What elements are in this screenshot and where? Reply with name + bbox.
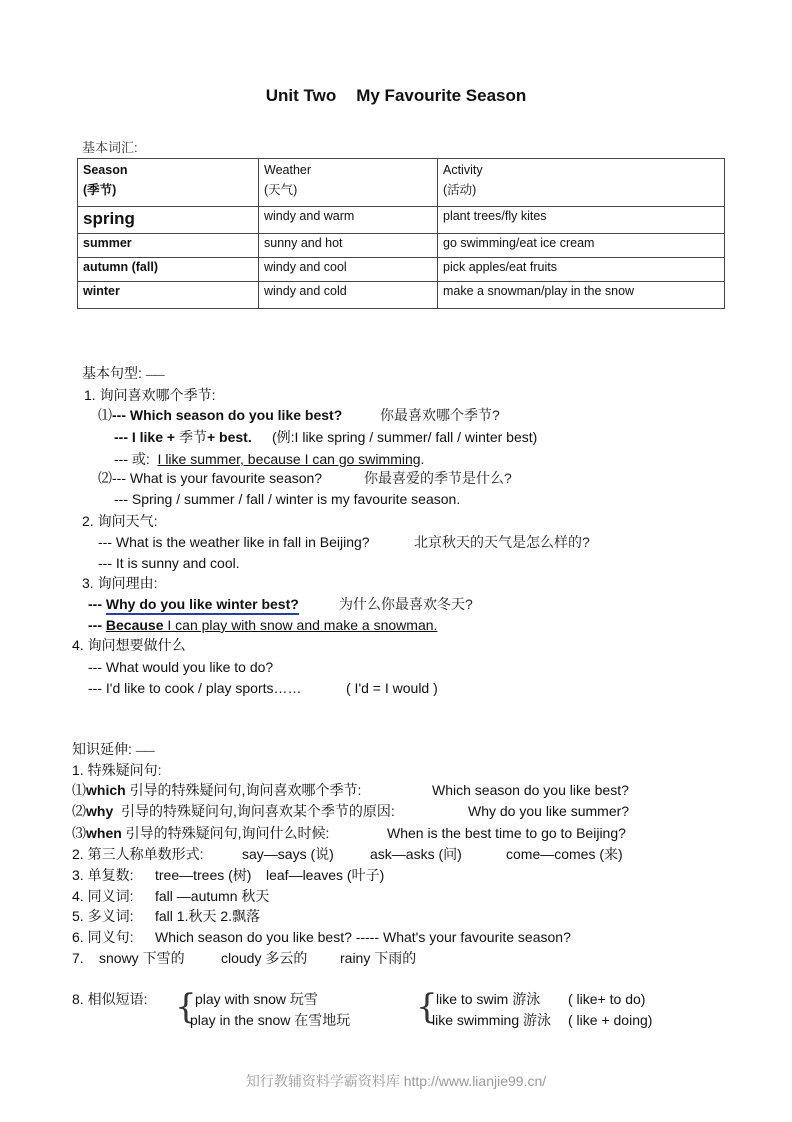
ext-6-a: Which season do you like best? ----- What's your favourite season? [155,929,571,945]
s2-answer: --- It is sunny and cool. [98,555,240,571]
table-row [78,207,725,234]
footer-watermark: 知行教辅资料学霸资料库 http://www.lianjie99.cn/ [245,1073,547,1089]
s2-question-cn: 北京秋天的天气是怎么样的? [414,534,590,550]
dash-mark: —— [145,370,164,381]
s1-b-answer: --- Spring / summer / fall / winter is my favourite season. [114,491,461,507]
s3-heading: 3. 询问理由: [82,575,158,591]
s3-question-cn: 为什么你最喜欢冬天? [339,596,473,612]
ext-7-label: 7. [72,950,84,966]
ext-8-phrase-1: play with snow 玩雪 [195,991,318,1007]
cell-season: summer [78,234,259,258]
cell-weather: windy and warm [259,207,438,234]
ext-1-a-en: Which season do you like best? [432,782,629,798]
ext-7-c: rainy 下雨的 [340,950,417,966]
ext-8-phrase-3-note: ( like+ to do) [568,991,646,1007]
cell-weather: sunny and hot [259,234,438,258]
ext-5-label: 5. 多义词: [72,908,134,924]
s3-answer: --- Because I can play with snow and make a snowman. [88,617,438,633]
cell-season: winter [78,282,259,309]
sentences-label: 基本句型: —— [82,365,164,381]
s4-answer-note: ( I'd = I would ) [346,680,438,696]
ext-8-phrase-2: play in the snow 在雪地玩 [190,1012,351,1028]
s2-heading: 2. 询问天气: [82,513,158,529]
ext-2-label: 2. 第三人称单数形式: [72,846,204,862]
ext-1-a: ⑴which 引导的特殊疑问句,询问喜欢哪个季节: [72,782,362,798]
title-name: My Favourite Season [356,86,527,105]
cell-weather: windy and cold [259,282,438,309]
vocab-label: 基本词汇: [82,140,138,155]
s4-answer: --- I'd like to cook / play sports…… [88,680,302,696]
ext-6-label: 6. 同义句: [72,929,134,945]
ext-3-a: tree—trees (树) [155,867,252,883]
cell-season: spring [78,207,259,234]
vocab-table [77,158,725,309]
ext-8-phrase-4-note: ( like + doing) [568,1012,653,1028]
cell-activity: go swimming/eat ice cream [438,234,725,258]
s1-a-example: (例:I like spring / summer/ fall / winter best) [272,429,538,445]
s1-a-question: ⑴--- Which season do you like best? [98,407,343,423]
s4-heading: 4. 询问想要做什么 [72,637,186,653]
ext-2-a: say—says (说) [242,846,334,862]
s3-question: --- Why do you like winter best? [88,595,299,613]
cell-activity: pick apples/eat fruits [438,258,725,282]
s2-question: --- What is the weather like in fall in Beijing? [98,534,370,550]
ext-8-phrase-4: like swimming 游泳 [432,1012,552,1028]
ext-1-c-en: When is the best time to go to Beijing? [387,825,626,841]
s1-b-question-cn: 你最喜爱的季节是什么? [364,470,512,486]
dash-mark: —— [135,746,154,757]
ext-4-a: fall —autumn 秋天 [155,888,270,904]
ext-1-b: ⑵why 引导的特殊疑问句,询问喜欢某个季节的原因: [72,803,395,819]
ext-2-c: come—comes (来) [506,846,623,862]
table-header-row [78,159,725,207]
ext-1-heading: 1. 特殊疑问句: [72,762,162,778]
header-season: Season (季节) [78,159,259,207]
ext-1-c: ⑶when 引导的特殊疑问句,询问什么时候: [72,825,330,841]
s1-a-question-cn: 你最喜欢哪个季节? [380,407,500,423]
s1-heading: 1. 询问喜欢哪个季节: [84,387,216,403]
header-activity: Activity (活动) [438,159,725,207]
left-brace-icon: { [416,987,438,1027]
cell-activity: make a snowman/play in the snow [438,282,725,309]
ext-1-b-en: Why do you like summer? [468,803,630,819]
ext-8-label: 8. 相似短语: [72,991,148,1007]
ext-7-a: snowy 下雪的 [99,950,185,966]
table-row [78,234,725,258]
header-weather: Weather (天气) [259,159,438,207]
ext-4-label: 4. 同义词: [72,888,134,904]
table-row [78,282,725,309]
s1-b-question: ⑵--- What is your favourite season? [98,470,323,486]
ext-2-b: ask—asks (问) [370,846,462,862]
ext-8-phrase-3: like to swim 游泳 [436,991,541,1007]
cell-weather: windy and cool [259,258,438,282]
cell-season: autumn (fall) [78,258,259,282]
cell-activity: plant trees/fly kites [438,207,725,234]
s4-question: --- What would you like to do? [88,659,274,675]
title-unit: Unit Two [265,86,337,105]
page-title [0,86,792,106]
ext-7-b: cloudy 多云的 [221,950,308,966]
left-brace-icon: { [175,987,197,1027]
s1-a-or: --- 或: I like summer, because I can go swimming. [114,451,425,467]
ext-3-b: leaf—leaves (叶子) [266,867,385,883]
extension-label: 知识延伸: —— [72,741,154,757]
table-row [78,258,725,282]
ext-3-label: 3. 单复数: [72,867,134,883]
s1-a-answer: --- I like + 季节+ best. [114,429,252,445]
ext-5-a: fall 1.秋天 2.飘落 [155,908,261,924]
